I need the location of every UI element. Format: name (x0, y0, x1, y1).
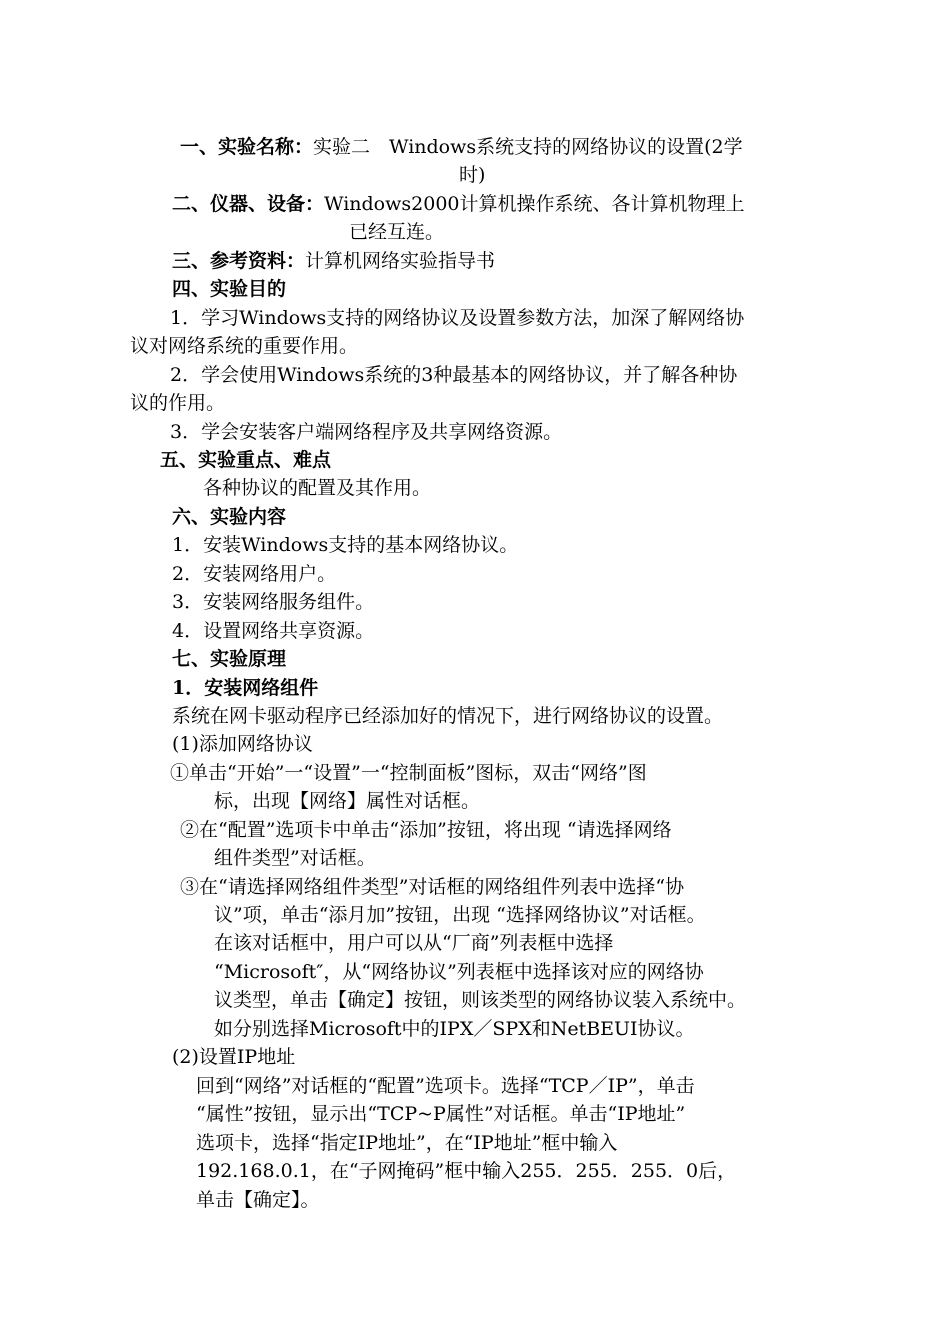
step-3-line-5: 议类型，单击【确定】按钮，则该类型的网络协议装入系统中。 (214, 989, 747, 1011)
ip-setup-line-5: 单击【确定】。 (196, 1189, 320, 1211)
content-item-3: 3．安装网络服务组件。 (172, 591, 375, 613)
section-4-heading: 四、实验目的 (172, 278, 287, 300)
section-1-line (180, 133, 743, 161)
section-2-text-cont: 已经互连。 (349, 221, 445, 243)
step-1: ①单击“开始”一“设置”一“控制面板”图标，双击“网络”图 (170, 762, 647, 784)
section-3-text: 计算机网络实验指导书 (305, 250, 496, 272)
ip-setup-line-1: 回到“网络”对话框的“配置”选项卡。选择“TCP／IP”，单击 (196, 1075, 695, 1097)
step-3-line-2: 议”项，单击“添月加”按钮，出现 “选择网络协议”对话框。 (214, 904, 706, 926)
ip-setup-line-4: 192.168.0.1，在“子网掩码”框中输入255．255．255．0后， (196, 1160, 737, 1182)
step-3: ③在“请选择网络组件类型”对话框的网络组件列表中选择“协 (180, 876, 685, 898)
section-2-text: Windows2000计算机操作系统、各计算机物理上 (324, 193, 745, 215)
section-6-heading: 六、实验内容 (172, 506, 287, 528)
step-2-cont: 组件类型”对话框。 (214, 847, 376, 869)
principle-subheading: 1．安装网络组件 (172, 677, 319, 699)
section-7-heading: 七、实验原理 (172, 648, 287, 670)
section-5-heading: 五、实验重点、难点 (160, 449, 332, 471)
objective-1: 1．学习Windows支持的网络协议及设置参数方法，加深了解网络协 (170, 307, 745, 329)
principle-intro: 系统在网卡驱动程序已经添加好的情况下，进行网络协议的设置。 (172, 705, 724, 727)
ip-setup-line-3: 选项卡，选择“指定IP地址”，在“IP地址”框中输入 (196, 1132, 618, 1154)
objective-3: 3．学会安装客户端网络程序及共享网络资源。 (170, 421, 563, 443)
step-2: ②在“配置”选项卡中单击“添加”按钮，将出现 “请选择网络 (180, 819, 672, 841)
objective-2: 2．学会使用Windows系统的3种最基本的网络协议，并了解各种协 (170, 364, 738, 386)
section-2-label: 二、仪器、设备： (172, 193, 325, 215)
ip-setup-title: (2)设置IP地址 (172, 1046, 296, 1068)
section-1-text: 实验二 Windows系统支持的网络协议的设置(2学 (313, 136, 743, 158)
content-item-4: 4．设置网络共享资源。 (172, 620, 375, 642)
section-1-label: 一、实验名称： (180, 136, 314, 158)
objective-1-cont: 议对网络系统的重要作用。 (130, 335, 359, 357)
content-item-1: 1．安装Windows支持的基本网络协议。 (172, 534, 519, 556)
step-3-line-4: “Microsoft″，从“网络协议”列表框中选择该对应的网络协 (214, 961, 704, 983)
section-2-line (172, 190, 745, 218)
content-item-2: 2．安装网络用户。 (172, 563, 337, 585)
section-5-text: 各种协议的配置及其作用。 (203, 477, 432, 499)
step-1-cont: 标，出现【网络】属性对话框。 (214, 790, 481, 812)
ip-setup-line-2: “属性”按钮，显示出“TCP~P属性”对话框。单击“IP地址” (196, 1103, 686, 1125)
section-3-line (172, 247, 495, 275)
step-3-line-3: 在该对话框中，用户可以从“厂商”列表框中选择 (214, 932, 614, 954)
section-1-text-cont: 时) (459, 164, 486, 186)
section-3-label: 三、参考资料： (172, 250, 306, 272)
add-protocol-title: (1)添加网络协议 (172, 733, 313, 755)
step-3-line-6: 如分别选择Microsoft中的IPX／SPX和NetBEUI协议。 (214, 1018, 695, 1040)
objective-2-cont: 议的作用。 (130, 392, 226, 414)
